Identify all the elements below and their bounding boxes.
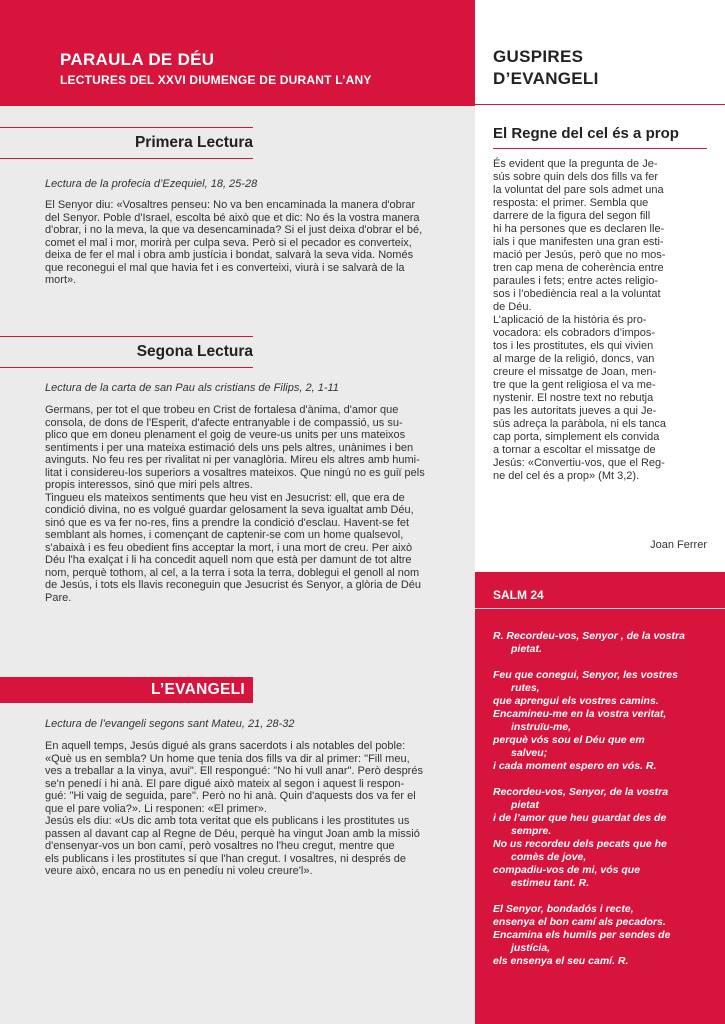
second-reading-title: Segona Lectura: [136, 343, 253, 360]
psalm-line: No us recordeu dels pecats que he: [493, 838, 667, 850]
text-line: la voluntat del pare sols admet una: [493, 184, 664, 196]
text-line: tren cap mena de coherència entre: [493, 262, 664, 274]
stanza-gap: [493, 656, 713, 669]
text-line: Jesús: «Convertiu-vos, que el Reg-: [493, 457, 665, 469]
text-line: gué: "Hi vaig de seguida, pare". Però no hi anà. Quin d'aquests dos va fer el: [45, 790, 416, 802]
text-line: d'obrar, i no la meva, la que va desencaminada? Si el just deixa d'obrar el bé,: [45, 224, 423, 236]
text-line: els publicans i les prostitutes sí que l'han cregut. I vosaltres, ni després de: [45, 852, 407, 865]
commentary-header: [493, 46, 599, 90]
heading-rule: [0, 127, 253, 128]
first-reading-heading: [0, 127, 253, 159]
psalm-line: compadiu-vos de mi, vós que: [493, 864, 641, 876]
text-line: ves a treballar a la vinya, avui". Ell respongué: "No hi vull anar". Però després: [45, 765, 423, 777]
text-line: semblant als homes, i començant de captenir-se com un home qualsevol,: [45, 529, 404, 541]
text-line: d'ensenyar-vos un bon camí, però vosaltres no l'heu cregut, mentre que: [45, 840, 395, 852]
text-line: a tornar a escoltar el missatge de: [493, 444, 656, 456]
page-subtitle: LECTURES DEL XXVI DIUMENGE DE DURANT L’ANY: [60, 73, 372, 87]
text-line: ials i que manifesten una gran esti-: [493, 236, 664, 248]
gospel-title: L’EVANGELI: [150, 681, 245, 698]
gospel-text: [45, 740, 458, 878]
text-line: mort».: [45, 274, 77, 286]
text-line: al marge de la religió, doncs, van: [493, 353, 655, 365]
psalm-line: perquè vós sou el Déu que em: [493, 734, 645, 746]
second-reading-text: [45, 404, 458, 604]
text-line: passen al davant cap al Regne de Déu, perquè ha vingut Joan amb la missió: [45, 827, 420, 840]
psalm-line: ensenya el bon camí als pecadors.: [493, 916, 666, 928]
psalm-panel: [475, 572, 725, 1024]
psalm-line: Encamina els humils per sendes de: [493, 929, 671, 941]
text-line: nystenir. El nostre text no rebutja: [493, 392, 654, 404]
text-line: darrere de la figura del segon fill: [493, 210, 651, 222]
title-rule: [493, 148, 707, 149]
psalm-line: salveu;: [511, 747, 548, 759]
psalm-line: R. Recordeu-vos, Senyor , de la vostra: [493, 630, 685, 642]
text-line: nom, perquè tothom, al cel, a la terra i sota la terra, doblegui el genoll al nom: [45, 566, 420, 579]
gospel-heading: [0, 677, 253, 703]
text-line: resposta: el primer. Sembla que: [493, 197, 649, 209]
commentary-title: El Regne del cel és a prop: [493, 125, 679, 142]
psalm-line: i de l’amor que heu guardat des de: [493, 812, 667, 824]
stanza-gap: [493, 773, 713, 786]
text-line: sinó que es va fer no-res, fins a prendre la condició d'esclau. Havent-se fet: [45, 516, 410, 529]
psalm-rule: [475, 608, 725, 609]
text-line: se'n penedí i hi anà. El pare digué això mateix al segon i aquest li respon-: [45, 777, 405, 790]
psalm-line: justícia,: [511, 942, 551, 954]
psalm-title: SALM 24: [493, 588, 544, 602]
text-line: creure el missatge de Joan, men-: [493, 366, 657, 378]
psalm-line: els ensenya el seu camí. R.: [493, 955, 629, 967]
heading-rule: [0, 336, 253, 337]
psalm-line: pietat.: [511, 643, 542, 655]
text-line: És evident que la pregunta de Je-: [493, 158, 658, 170]
text-line: Jesús els diu: «Us dic amb tota veritat que els publicans i les prostitutes us: [45, 815, 410, 827]
psalm-line: comès de jove,: [511, 851, 587, 863]
psalm-line: sempre.: [511, 825, 552, 837]
text-line: comet el mal i mor, morirà per culpa seva. Però si el pecador es converteix,: [45, 236, 412, 249]
text-line: s'abaixà i es feu obedient fins acceptar la mort, i una mort de creu. Per això: [45, 541, 413, 554]
psalm-line: instruïu-me,: [511, 721, 572, 733]
psalm-line: Feu que conegui, Senyor, les vostres: [493, 669, 678, 681]
text-line: pas les autoritats jueves a qui Je-: [493, 405, 657, 417]
text-line: plico que em doneu plenament el goig de veure-us units per uns mateixos: [45, 429, 406, 441]
psalm-line: rutes,: [511, 682, 540, 694]
text-line: sús sobre quin dels dos fills va fer: [493, 171, 659, 183]
text-line: veure això, encara no us en penedíu ni voleu creure'l».: [45, 865, 313, 877]
text-line: cap porta, simplement els convida: [493, 431, 660, 443]
text-line: que el pare volia?». Li responen: «El primer».: [45, 802, 267, 815]
stanza-gap: [493, 890, 713, 903]
text-line: condició divina, no es volgué guardar gelosament la seva igualtat amb Déu,: [45, 504, 414, 516]
header-rule: [475, 104, 725, 105]
heading-rule: [0, 158, 253, 159]
text-line: sús adreça la paràbola, ni els tanca: [493, 418, 667, 430]
page-title: PARAULA DE DÉU: [60, 50, 215, 69]
text-line: sentiments i per una mateixa estimació dels uns pels altres, unànimes i ben: [45, 441, 414, 454]
text-line: del Senyor. Poble d'Israel, escolta bé això que et dic: No és la vostra manera: [45, 211, 420, 224]
text-line: L’aplicació de la història és pro-: [493, 314, 647, 326]
text-line: «Què us en sembla? Un home que tenia dos fills va dir al primer: "Fill meu,: [45, 752, 410, 765]
commentary-header-line2: D’EVANGELI: [493, 69, 599, 88]
first-reading-reference: Lectura de la profecia d’Ezequiel, 18, 25-28: [45, 178, 258, 190]
psalm-line: i cada moment espero en vós. R.: [493, 760, 657, 772]
commentary-author: Joan Ferrer: [650, 539, 707, 551]
commentary-text: [493, 158, 707, 483]
text-line: ne del cel és a prop» (Mt 3,2).: [493, 470, 640, 482]
psalm-line: que aprengui els vostres camins.: [493, 695, 659, 707]
text-line: En aquell temps, Jesús digué als grans sacerdots i als notables del poble:: [45, 740, 406, 752]
text-line: avinguts. No feu res per rivalitat ni per vanaglòria. Mireu els altres amb humi-: [45, 454, 420, 466]
text-line: Pare.: [45, 591, 72, 604]
text-line: paraules i fets; entre actes religio-: [493, 275, 659, 287]
psalm-line: El Senyor, bondadós i recte,: [493, 903, 634, 915]
text-line: propis interessos, sinó que miri pels altres.: [45, 479, 253, 491]
text-line: sos i l’obediència real a la voluntat: [493, 288, 661, 300]
text-line: de Déu.: [493, 301, 532, 313]
first-reading-title: Primera Lectura: [134, 134, 253, 151]
psalm-line: estimeu tant. R.: [511, 877, 590, 889]
text-line: litat i considereu-los superiors a vosaltres mateixos. Que ningú no es guiï pels: [45, 466, 425, 479]
text-line: vocadora: els cobradors d’impos-: [493, 327, 656, 339]
text-line: tos i les prostitutes, els qui vivien: [493, 340, 654, 352]
text-line: consola, de dons de l'Esperit, d'afecte entranyable i de compassió, us su-: [45, 416, 403, 429]
heading-rule: [0, 367, 253, 368]
text-line: Germans, per tot el que trobeu en Crist de fortalesa d'ànima, d'amor que: [45, 404, 399, 416]
first-reading-text: [45, 199, 458, 287]
text-line: deixa de fer el mal i obra amb justícia i bondat, salvarà la seva vida. Només: [45, 249, 414, 261]
text-line: de Jesús, i tots els llavis reconeguin que Jesucrist és Senyor, a glòria de Déu: [45, 579, 422, 591]
text-line: Tingueu els mateixos sentiments que heu vist en Jesucrist: ell, que era de: [45, 491, 405, 504]
psalm-line: pietat: [511, 799, 540, 811]
text-line: hi ha persones que es declaren lle-: [493, 223, 665, 235]
text-line: El Senyor diu: «Vosaltres penseu: No va ben encaminada la manera d'obrar: [45, 199, 416, 211]
gospel-reference: Lectura de l’evangeli segons sant Mateu, 21, 28-32: [45, 718, 295, 730]
psalm-line: Encamineu-me en la vostra veritat,: [493, 708, 667, 720]
second-reading-reference: Lectura de la carta de san Pau als cristians de Filips, 2, 1-11: [45, 382, 339, 394]
psalm-text: [493, 630, 713, 968]
commentary-header-line1: GUSPIRES: [493, 47, 584, 66]
text-line: que reconegui el mal que havia fet i es converteixi, viurà i se salvarà de la: [45, 261, 405, 274]
second-reading-heading: [0, 336, 253, 368]
text-line: mació per Jesús, però que no mos-: [493, 249, 666, 261]
psalm-line: Recordeu-vos, Senyor, de la vostra: [493, 786, 669, 798]
readings-header: [0, 0, 475, 106]
text-line: tre que la gent religiosa el va me-: [493, 379, 656, 391]
text-line: Déu l'ha exalçat i li ha concedit aquell nom que està per damunt de tot altre: [45, 554, 412, 566]
